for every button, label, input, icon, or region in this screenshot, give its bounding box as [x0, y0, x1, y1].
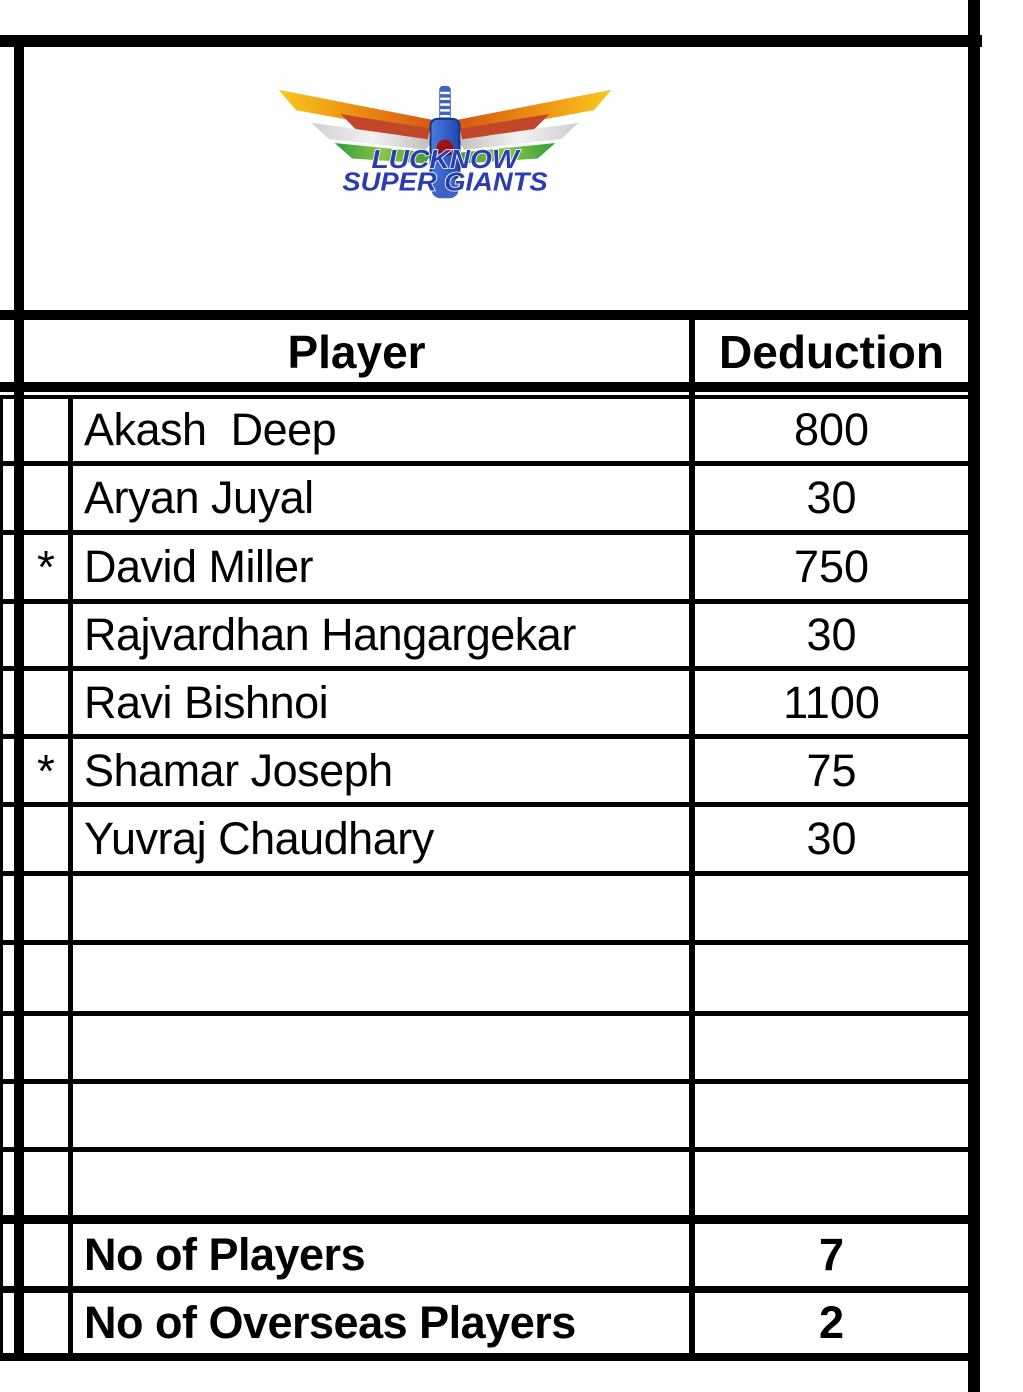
deduction-value: 800 [793, 404, 870, 455]
grid-line-row [0, 802, 968, 807]
grid-line-bottom-border [0, 1353, 968, 1361]
player-name-cell[interactable] [84, 1152, 686, 1215]
table-row [0, 604, 968, 666]
grid-line-summary-mid [0, 1286, 968, 1293]
summary-label-cell[interactable] [84, 1293, 686, 1353]
player-name-cell[interactable] [84, 807, 686, 871]
grid-line-column-divider [689, 320, 695, 1361]
table-row [0, 466, 968, 530]
overseas-marker-cell[interactable] [24, 945, 68, 1011]
grid-line-summary-top [0, 1215, 968, 1224]
player-name-cell[interactable] [84, 1016, 686, 1079]
deduction-column-header[interactable] [695, 322, 968, 382]
deduction-header-label: Deduction [719, 326, 944, 378]
grid-line-row [0, 666, 968, 671]
grid-line-row [0, 1011, 968, 1016]
grid-line-row [0, 530, 968, 535]
overseas-marker-cell[interactable] [24, 466, 68, 530]
grid-line-right-thick [968, 0, 980, 1392]
grid-line-row [0, 734, 968, 739]
svg-text:SUPER GIANTS: SUPER GIANTS [342, 166, 549, 197]
svg-text:LUCKNOW: LUCKNOW [371, 144, 522, 175]
overseas-marker-cell[interactable] [24, 399, 68, 461]
summary-row-players [0, 1224, 968, 1286]
summary-value: 2 [818, 1297, 845, 1348]
player-name: David Miller [84, 541, 314, 592]
player-name-cell[interactable] [84, 399, 686, 461]
overseas-marker-cell[interactable] [24, 876, 68, 940]
player-name-cell[interactable] [84, 671, 686, 734]
deduction-cell[interactable] [695, 739, 968, 802]
table-header-row [0, 322, 968, 382]
table-row [0, 876, 968, 940]
summary-label-cell[interactable] [84, 1224, 686, 1286]
player-name-cell[interactable] [84, 604, 686, 666]
player-name: Aryan Juyal [84, 472, 314, 523]
table-row [0, 535, 968, 599]
grid-line-row [0, 940, 968, 945]
grid-line-row [0, 1147, 968, 1152]
deduction-value: 1100 [783, 676, 880, 728]
summary-value: 7 [818, 1229, 845, 1280]
player-name: Akash Deep [84, 404, 337, 455]
grid-line-left-edge [0, 399, 3, 1353]
overseas-marker: * [37, 541, 55, 593]
deduction-value: 750 [793, 541, 870, 592]
deduction-cell[interactable] [695, 399, 968, 461]
overseas-marker-cell[interactable] [24, 1016, 68, 1079]
player-name: Rajvardhan Hangargekar [84, 609, 576, 660]
overseas-marker-cell[interactable] [24, 1152, 68, 1215]
table-row [0, 1016, 968, 1079]
player-name-cell[interactable] [84, 876, 686, 940]
summary-label: No of Overseas Players [84, 1297, 576, 1348]
grid-line-header-bottom-thin [0, 395, 980, 399]
player-column-header[interactable] [24, 322, 689, 382]
grid-line-row [0, 461, 968, 466]
table-row [0, 807, 968, 871]
overseas-marker-cell[interactable] [24, 671, 68, 734]
table-row [0, 1084, 968, 1147]
table-row [0, 399, 968, 461]
table-row [0, 1152, 968, 1215]
grid-line-marker-divider [68, 399, 73, 1361]
deduction-cell[interactable] [695, 604, 968, 666]
table-row [0, 671, 968, 734]
player-header-label: Player [287, 326, 426, 378]
deduction-value: 30 [806, 813, 857, 864]
deduction-cell[interactable] [695, 1016, 968, 1079]
deduction-value: 75 [806, 744, 857, 796]
grid-line-row [0, 1079, 968, 1084]
summary-row-overseas [0, 1293, 968, 1353]
player-name-cell[interactable] [84, 535, 686, 599]
summary-label: No of Players [84, 1229, 366, 1280]
overseas-marker-cell[interactable] [24, 604, 68, 666]
grid-line-top-border [0, 35, 982, 47]
deduction-cell[interactable] [695, 466, 968, 530]
deduction-cell[interactable] [695, 945, 968, 1011]
overseas-marker-cell[interactable] [24, 535, 68, 599]
deduction-cell[interactable] [695, 535, 968, 599]
summary-value-cell[interactable] [695, 1293, 968, 1353]
deduction-cell[interactable] [695, 807, 968, 871]
deduction-cell[interactable] [695, 876, 968, 940]
player-name-cell[interactable] [84, 1084, 686, 1147]
player-name: Yuvraj Chaudhary [84, 813, 434, 864]
grid-line-row [0, 599, 968, 604]
overseas-marker-cell[interactable] [24, 739, 68, 802]
table-row [0, 945, 968, 1011]
grid-line-header-bottom-thick [0, 382, 980, 392]
overseas-marker-cell[interactable] [24, 1084, 68, 1147]
lucknow-super-giants-logo [269, 84, 621, 204]
grid-line-logo-bottom [0, 310, 980, 320]
player-name: Shamar Joseph [84, 744, 393, 796]
deduction-cell[interactable] [695, 1152, 968, 1215]
overseas-marker: * [37, 744, 55, 797]
overseas-marker-cell[interactable] [24, 807, 68, 871]
deduction-cell[interactable] [695, 671, 968, 734]
deduction-value: 30 [806, 472, 857, 523]
grid-line-row [0, 871, 968, 876]
deduction-value: 30 [806, 609, 857, 660]
player-name-cell[interactable] [84, 945, 686, 1011]
player-name: Ravi Bishnoi [84, 676, 329, 728]
table-row [0, 739, 968, 802]
grid-line-left-thick [14, 47, 24, 1361]
team-logo-cell [269, 84, 621, 204]
player-name-cell[interactable] [84, 466, 686, 530]
summary-value-cell[interactable] [695, 1224, 968, 1286]
deduction-cell[interactable] [695, 1084, 968, 1147]
player-name-cell[interactable] [84, 739, 686, 802]
